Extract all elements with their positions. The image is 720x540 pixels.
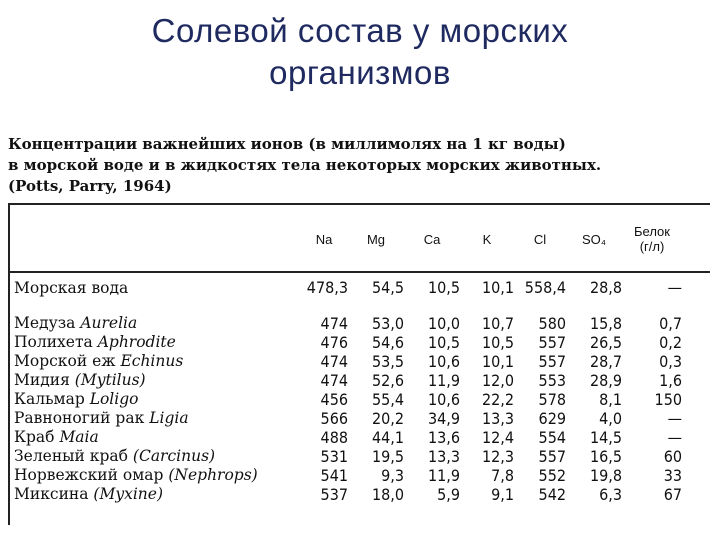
cell-mg: 55,4 bbox=[371, 390, 404, 409]
caption-line-2: в морской воде и в жидкостях тела некоторых морских животных. bbox=[8, 156, 602, 174]
cell-so4: 16,5 bbox=[589, 447, 622, 466]
header-mg: Mg bbox=[366, 231, 386, 247]
table-row bbox=[14, 428, 682, 447]
slide-title-line-2: организмов bbox=[269, 54, 451, 91]
cell-mg: 52,6 bbox=[371, 371, 404, 390]
cell-cl: 553 bbox=[538, 371, 566, 390]
table-row bbox=[14, 390, 682, 409]
slide-title-line-1: Солевой состав у морских bbox=[151, 12, 569, 49]
cell-so4: 28,7 bbox=[589, 352, 622, 371]
cell-na: 541 bbox=[320, 466, 348, 485]
cell-ca: 10,5 bbox=[427, 333, 460, 352]
organism-name: Зеленый краб bbox=[14, 447, 128, 465]
cell-name bbox=[14, 314, 300, 333]
cell-na: 531 bbox=[320, 447, 348, 466]
cell-so4: 19,8 bbox=[589, 466, 622, 485]
cell-cl: 578 bbox=[538, 390, 566, 409]
cell-k: 7,8 bbox=[491, 466, 514, 485]
cell-cl: 580 bbox=[538, 314, 566, 333]
cell-mg: 53,5 bbox=[371, 352, 404, 371]
header-na: Na bbox=[315, 231, 333, 247]
cell-mg: 53,0 bbox=[371, 314, 404, 333]
cell-ca: 34,9 bbox=[427, 409, 460, 428]
cell-k: 12,0 bbox=[481, 371, 514, 390]
table-row bbox=[14, 352, 682, 371]
cell-ca: 11,9 bbox=[427, 371, 460, 390]
cell-so4: 28,8 bbox=[589, 278, 622, 297]
table-row bbox=[14, 314, 682, 333]
cell-name bbox=[14, 333, 300, 352]
cell-name: Морская вода bbox=[14, 279, 129, 297]
organism-latin-name: (Mytilus) bbox=[74, 371, 146, 389]
header-k: K bbox=[482, 231, 492, 247]
cell-cl: 557 bbox=[538, 447, 566, 466]
cell-protein: 60 bbox=[663, 447, 682, 466]
cell-na: 488 bbox=[320, 428, 348, 447]
cell-name bbox=[14, 466, 300, 485]
cell-name bbox=[14, 447, 300, 466]
header-ca: Ca bbox=[423, 231, 441, 247]
cell-protein: 67 bbox=[663, 485, 682, 504]
cell-mg: 18,0 bbox=[371, 485, 404, 504]
organism-latin-name: Echinus bbox=[120, 352, 184, 370]
header-cl: Cl bbox=[533, 231, 547, 247]
cell-na: 474 bbox=[320, 314, 348, 333]
cell-ca: 13,6 bbox=[427, 428, 460, 447]
cell-protein: 33 bbox=[663, 466, 682, 485]
table-header-row bbox=[14, 210, 682, 268]
cell-cl: 557 bbox=[538, 352, 566, 371]
cell-na: 476 bbox=[320, 333, 348, 352]
cell-so4: 6,3 bbox=[599, 485, 622, 504]
organism-name: Медуза bbox=[14, 314, 76, 332]
organism-name: Полихета bbox=[14, 333, 93, 351]
ion-concentration-table bbox=[14, 210, 682, 504]
cell-ca: 11,9 bbox=[427, 466, 460, 485]
cell-cl: 558,4 bbox=[524, 278, 566, 297]
cell-cl: 629 bbox=[538, 409, 566, 428]
cell-so4: 26,5 bbox=[589, 333, 622, 352]
organism-name: Кальмар bbox=[14, 390, 85, 408]
cell-ca: 10,5 bbox=[427, 278, 460, 297]
header-so4: SO₄ bbox=[581, 231, 607, 247]
table-row bbox=[14, 409, 682, 428]
organism-name: Морской еж bbox=[14, 352, 116, 370]
cell-na: 566 bbox=[320, 409, 348, 428]
cell-mg: 54,5 bbox=[371, 278, 404, 297]
organism-latin-name: (Nephrops) bbox=[168, 466, 258, 484]
organism-latin-name: (Myxine) bbox=[93, 485, 163, 503]
cell-k: 10,1 bbox=[481, 278, 514, 297]
organism-name: Равноногий рак bbox=[14, 409, 145, 427]
cell-ca: 10,6 bbox=[427, 390, 460, 409]
cell-k: 10,5 bbox=[481, 333, 514, 352]
cell-protein: 150 bbox=[654, 390, 682, 409]
organism-latin-name: Loligo bbox=[89, 390, 139, 408]
cell-k: 12,4 bbox=[481, 428, 514, 447]
cell-ca: 10,0 bbox=[427, 314, 460, 333]
cell-so4: 4,0 bbox=[599, 409, 622, 428]
cell-mg: 54,6 bbox=[371, 333, 404, 352]
table-row bbox=[14, 447, 682, 466]
cell-ca: 13,3 bbox=[427, 447, 460, 466]
organism-latin-name: Aphrodite bbox=[97, 333, 176, 351]
cell-k: 22,2 bbox=[481, 390, 514, 409]
cell-na: 478,3 bbox=[306, 278, 348, 297]
cell-protein: — bbox=[667, 409, 682, 428]
organism-name: Миксина bbox=[14, 485, 89, 503]
organism-name: Краб bbox=[14, 428, 55, 446]
cell-cl: 554 bbox=[538, 428, 566, 447]
cell-k: 10,7 bbox=[481, 314, 514, 333]
cell-mg: 44,1 bbox=[371, 428, 404, 447]
organism-name: Мидия bbox=[14, 371, 70, 389]
cell-name bbox=[14, 390, 300, 409]
cell-k: 13,3 bbox=[481, 409, 514, 428]
cell-na: 456 bbox=[320, 390, 348, 409]
cell-k: 10,1 bbox=[481, 352, 514, 371]
cell-mg: 20,2 bbox=[371, 409, 404, 428]
cell-protein: 1,6 bbox=[659, 371, 682, 390]
organism-latin-name: (Carcinus) bbox=[132, 447, 216, 465]
cell-so4: 14,5 bbox=[589, 428, 622, 447]
organism-name: Норвежский омар bbox=[14, 466, 164, 484]
cell-so4: 28,9 bbox=[589, 371, 622, 390]
cell-name bbox=[14, 428, 300, 447]
header-protein-line-1: Белок bbox=[634, 224, 670, 239]
table-row bbox=[14, 371, 682, 390]
cell-cl: 542 bbox=[538, 485, 566, 504]
caption-line-1: Концентрации важнейших ионов (в миллимолях на 1 кг воды) bbox=[8, 135, 566, 153]
cell-protein: 0,3 bbox=[659, 352, 682, 371]
cell-ca: 10,6 bbox=[427, 352, 460, 371]
cell-name bbox=[14, 371, 300, 390]
organism-latin-name: Aurelia bbox=[80, 314, 138, 332]
caption-line-3: (Potts, Parry, 1964) bbox=[8, 177, 172, 195]
cell-mg: 19,5 bbox=[371, 447, 404, 466]
cell-na: 537 bbox=[320, 485, 348, 504]
cell-k: 12,3 bbox=[481, 447, 514, 466]
cell-protein: 0,7 bbox=[659, 314, 682, 333]
cell-cl: 557 bbox=[538, 333, 566, 352]
organism-latin-name: Maia bbox=[59, 428, 99, 446]
cell-name bbox=[14, 352, 300, 371]
cell-k: 9,1 bbox=[491, 485, 514, 504]
cell-cl: 552 bbox=[538, 466, 566, 485]
header-organism bbox=[14, 210, 300, 268]
cell-protein: — bbox=[667, 278, 682, 297]
cell-so4: 15,8 bbox=[589, 314, 622, 333]
table-row-seawater bbox=[14, 268, 682, 314]
cell-ca: 5,9 bbox=[437, 485, 460, 504]
cell-so4: 8,1 bbox=[599, 390, 622, 409]
table-row bbox=[14, 485, 682, 504]
header-protein-line-2: (г/л) bbox=[639, 239, 665, 254]
cell-name bbox=[14, 485, 300, 504]
table-row bbox=[14, 466, 682, 485]
header-protein bbox=[622, 210, 682, 268]
cell-na: 474 bbox=[320, 352, 348, 371]
cell-mg: 9,3 bbox=[381, 466, 404, 485]
cell-protein: 0,2 bbox=[659, 333, 682, 352]
table-caption bbox=[8, 134, 608, 197]
cell-na: 474 bbox=[320, 371, 348, 390]
cell-protein: — bbox=[667, 428, 682, 447]
table-row bbox=[14, 333, 682, 352]
cell-name bbox=[14, 409, 300, 428]
organism-latin-name: Ligia bbox=[149, 409, 189, 427]
slide-title bbox=[0, 10, 720, 94]
